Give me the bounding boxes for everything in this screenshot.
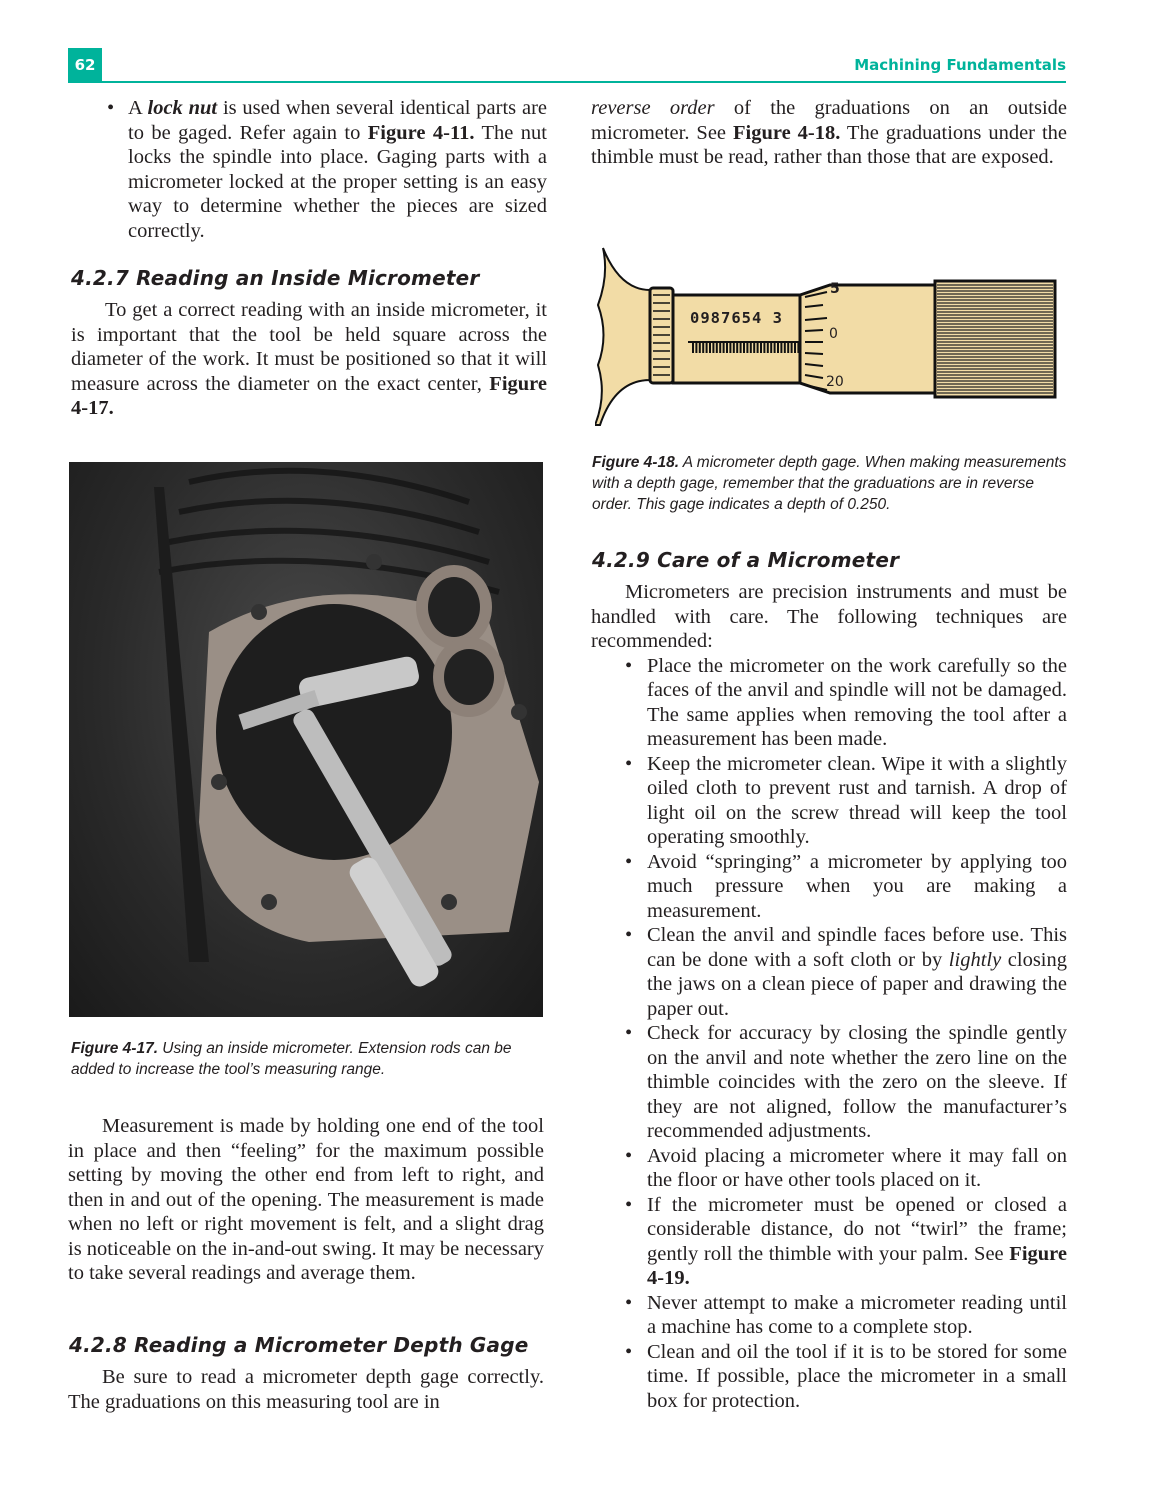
text-segment: of the graduations on an outside micrometer. See xyxy=(591,97,1067,144)
heading-4-2-8: 4.2.8 Reading a Micrometer Depth Gage xyxy=(69,1333,529,1357)
bullet-lock-nut xyxy=(71,96,547,243)
para-measurement-block xyxy=(68,1114,544,1286)
text-segment: Figure 4-18. xyxy=(592,454,679,471)
para-4-2-7 xyxy=(71,298,547,421)
running-title: Machining Fundamentals xyxy=(854,56,1066,74)
para-4-2-8-block xyxy=(68,1365,544,1414)
sleeve-numbers: 0987654 3 xyxy=(690,309,783,327)
header-rule xyxy=(68,81,1066,83)
care-bullet-item xyxy=(591,1193,1067,1291)
text-segment: lock nut xyxy=(147,97,218,119)
text-segment: Clean and oil the tool if it is to be stored for some time. If possible, place the micrometer in a small box for protection. xyxy=(647,1340,1067,1412)
text-segment: is used when several identical parts are to be gaged. Refer again to xyxy=(128,97,548,144)
para-4-2-9 xyxy=(591,580,1067,654)
care-bullet-item xyxy=(591,752,1067,850)
text-segment: Clean the anvil and spindle faces before use. This can be done with a soft cloth or by xyxy=(647,924,1067,971)
text-segment: Figure 4-11. xyxy=(367,121,475,144)
text-segment: Figure 4-19. xyxy=(647,1242,1067,1289)
para-continued-block xyxy=(591,96,1067,170)
text-segment: Check for accuracy by closing the spindle gently on the anvil and note whether the zero line on the thimble coincides with the zero on the sleeve. If they are not aligned, follow the manufacturer’s recommended adjustments. xyxy=(647,1022,1067,1142)
care-bullet-item xyxy=(591,1340,1067,1414)
care-bullet-item xyxy=(591,1144,1067,1193)
page-number: 62 xyxy=(68,48,102,82)
text-segment: Using an inside micrometer. Extension rods can be added to increase the tool’s measuring range. xyxy=(71,1040,512,1078)
care-bullet-list xyxy=(591,654,1067,1414)
text-segment: Figure 4-17. xyxy=(71,1040,158,1057)
care-bullet-item xyxy=(591,923,1067,1021)
para-4-2-7-block xyxy=(71,298,547,421)
engine-cylinder-illustration xyxy=(69,462,543,1017)
text-segment: The graduations under the thimble must be read, rather than those that are exposed. xyxy=(591,121,1068,168)
figure-4-18-micrometer-drawing xyxy=(595,245,1060,430)
text-segment: Figure 4-17. xyxy=(71,372,547,419)
left-bullet-block xyxy=(71,96,547,243)
text-segment: To get a correct reading with an inside micrometer, it is important that the tool be held square across the diameter of the work. It must be positioned so that it will measure across the diameter on the exact center, xyxy=(71,299,547,395)
text-segment: Place the micrometer on the work carefully so the faces of the anvil and spindle will not be damaged. The same applies when removing the tool after a measurement has been made. xyxy=(647,654,1067,750)
care-bullet-item xyxy=(591,1021,1067,1144)
text-segment: Figure 4-18. xyxy=(732,121,841,144)
figure-4-17-photo xyxy=(69,462,543,1017)
text-segment: A micrometer depth gage. When making measurements with a depth gage, remember that the graduations are in reverse order. This gage indicates a depth of 0.250. xyxy=(592,454,1067,513)
text-segment: Never attempt to make a micrometer reading until a machine has come to a complete stop. xyxy=(647,1291,1067,1338)
text-segment: A xyxy=(128,97,148,119)
text-segment: Micrometers are precision instruments and must be handled with care. The following techniques are recommended: xyxy=(591,581,1067,652)
text-segment: lightly xyxy=(948,948,1002,971)
text-segment: The nut locks the spindle into place. Gaging parts with a micrometer locked at the proper setting is an easy way to determine whether the pieces are sized correctly. xyxy=(128,121,547,242)
para-4-2-8 xyxy=(68,1365,544,1414)
thimble-label-0: 0 xyxy=(829,326,838,342)
care-bullet-item xyxy=(591,850,1067,924)
heading-4-2-7: 4.2.7 Reading an Inside Micrometer xyxy=(71,266,480,290)
figure-4-18-caption xyxy=(592,452,1068,515)
thimble-label-5: 5 xyxy=(830,281,840,297)
text-segment: Avoid “springing” a micrometer by applying too much pressure when you are making a measurement. xyxy=(647,850,1067,922)
care-bullet-item xyxy=(591,1291,1067,1340)
heading-4-2-9: 4.2.9 Care of a Micrometer xyxy=(592,548,900,572)
thimble-label-20: 20 xyxy=(826,374,844,390)
text-segment: reverse order xyxy=(591,97,715,119)
para-4-2-9-block xyxy=(591,580,1067,1413)
figure-4-17-caption xyxy=(71,1038,549,1080)
text-segment: Be sure to read a micrometer depth gage correctly. The graduations on this measuring tool are in xyxy=(68,1366,544,1413)
care-bullet-item xyxy=(591,654,1067,752)
text-segment: If the micrometer must be opened or closed a considerable distance, do not “twirl” the frame; gently roll the thimble with your palm. See xyxy=(647,1193,1067,1265)
text-segment: Keep the micrometer clean. Wipe it with a slightly oiled cloth to prevent rust and tarnish. A drop of light oil on the screw thread will keep the tool operating smoothly. xyxy=(647,752,1067,848)
text-segment: Measurement is made by holding one end of the tool in place and then “feeling” for the maximum possible setting by moving the other end from left to right, and then in and out of the opening. The measurement is made when no left or right movement is felt, and a slight drag is noticeable on the in-and-out swing. It may be necessary to take several readings and average them. xyxy=(68,1115,544,1284)
text-segment: closing the jaws on a clean piece of paper and drawing the paper out. xyxy=(647,948,1067,1020)
text-segment: Avoid placing a micrometer where it may fall on the floor or have other tools placed on it. xyxy=(647,1144,1067,1191)
para-measurement xyxy=(68,1114,544,1286)
para-continued xyxy=(591,96,1067,170)
